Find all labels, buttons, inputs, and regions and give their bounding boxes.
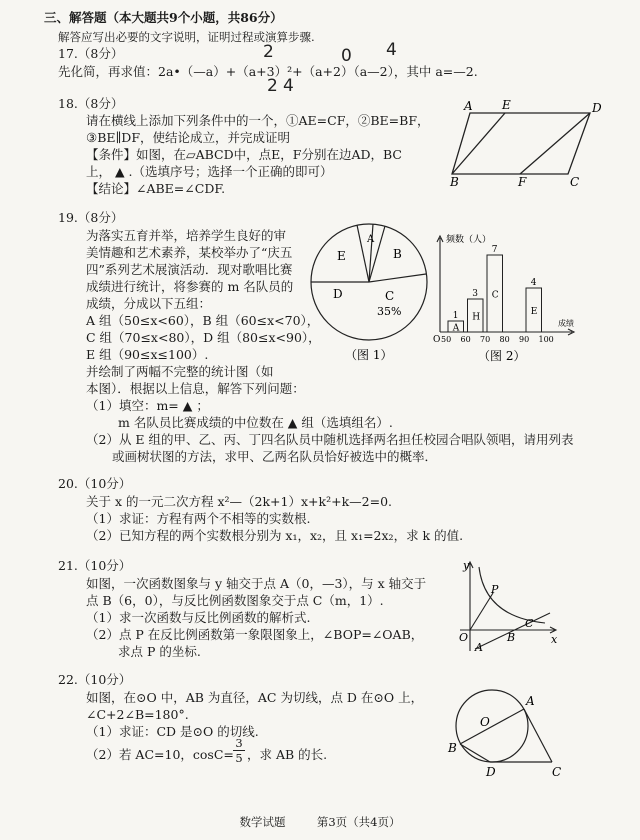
- q22-fraction-denominator: 5: [233, 750, 245, 765]
- q21-label-c: C: [525, 617, 534, 630]
- handwritten-mark-5: 4: [283, 76, 294, 96]
- q21-label-y: y: [463, 559, 470, 572]
- q21-line-1: 如图，一次函数图象与 y 轴交于点 A（0，—3），与 x 轴交于: [86, 576, 427, 591]
- pie-label-b: B: [393, 247, 402, 261]
- q19-line-10: 本图）．根据以上信息，解答下列问题：: [86, 381, 305, 396]
- q18-line-3: 【条件】如图，在▱ABCD中，点E，F分别在边AD，BC: [86, 147, 402, 162]
- q20-line-3: （2）已知方程的两个实数根分别为 x₁，x₂，且 x₁=2x₂，求 k 的值.: [86, 528, 464, 543]
- pie-label-c: C: [385, 289, 395, 303]
- q18-line-5: 【结论】∠ABE=∠CDF.: [86, 181, 226, 196]
- q18-parallelogram-figure: [450, 98, 600, 188]
- q22-label-c: C: [552, 765, 562, 779]
- q19-part-1a: （1）填空：m= ▲ ；: [86, 398, 209, 413]
- q21-label-b: B: [507, 631, 516, 644]
- pie-label-a: A: [367, 234, 375, 245]
- pie-label-d: D: [333, 287, 343, 301]
- q19-pie-chart: [305, 218, 435, 368]
- q21-line-3: （1）求一次函数与反比例函数的解析式.: [86, 610, 311, 625]
- q19-part-2a: （2）从 E 组的甲、乙、丙、丁四名队员中随机选择两名担任校园合唱队领唱，请用列表: [86, 432, 574, 447]
- q18-label-d: D: [592, 101, 602, 115]
- q18-label-e: E: [502, 98, 511, 112]
- bar-x-tick-100: 100: [538, 335, 554, 344]
- handwritten-mark-1: 2: [263, 42, 274, 62]
- q21-label-a: A: [475, 641, 483, 654]
- q22-label-b: B: [448, 741, 457, 755]
- bar-value-A: 1: [452, 311, 459, 321]
- q19-number: 19.（8分）: [58, 210, 124, 225]
- q22-fraction-numerator: 3: [235, 736, 243, 750]
- bar-x-tick-70: 70: [480, 335, 491, 344]
- footer-subject: 数学试题: [239, 815, 286, 829]
- section-instruction: 解答应写出必要的文字说明，证明过程或演算步骤.: [58, 30, 315, 44]
- q22-label-d: D: [486, 765, 496, 779]
- bar-x-tick-80: 80: [499, 335, 510, 344]
- q19-line-2: 美情趣和艺术素养，某校举办了“庆五: [86, 245, 293, 260]
- bar-caption: （图 2）: [478, 349, 526, 363]
- bar-group-E: E: [530, 307, 538, 317]
- section-title: 三、解答题（本大题共9个小题，共86分）: [44, 10, 283, 25]
- footer-page-number: 第3页（共4页）: [316, 815, 401, 829]
- q20-line-1: 关于 x 的一元二次方程 x²—（2k+1）x+k²+k—2=0.: [86, 494, 392, 509]
- q17-text: 先化简，再求值：2a•（—a）+（a+3）²+（a+2）（a—2），其中 a=—2.: [58, 64, 478, 79]
- q19-part-2b: 或画树状图的方法，求甲、乙两名队员恰好被选中的概率．: [112, 449, 438, 464]
- pie-caption: （图 1）: [345, 348, 393, 362]
- q18-label-a: A: [464, 99, 473, 113]
- q22-label-o: O: [480, 715, 490, 729]
- q19-line-8: E 组（90≤x≤100）.: [86, 347, 209, 362]
- q18-number: 18.（8分）: [58, 96, 124, 111]
- q22-line-2: ∠C+2∠B=180°.: [86, 707, 189, 722]
- q22-line-4a: （2）若 AC=10，cosC=: [86, 747, 234, 762]
- bar-x-label: 成绩: [558, 319, 574, 328]
- q19-line-7: C 组（70≤x<80），D 组（80≤x<90），: [86, 330, 321, 345]
- q21-line-5: 求点 P 的坐标.: [118, 644, 201, 659]
- q21-label-o: O: [459, 631, 469, 644]
- pie-percent-c: 35%: [377, 305, 402, 318]
- q18-label-c: C: [570, 175, 580, 189]
- q21-function-figure: [455, 555, 565, 655]
- q22-circle-figure: [440, 680, 575, 780]
- bar-group-B: H: [472, 312, 481, 323]
- q21-line-2: 点 B（6，0），与反比例函数图象交于点 C（m，1）.: [86, 593, 384, 608]
- q21-number: 21.（10分）: [58, 558, 132, 573]
- page-footer: [0, 814, 640, 830]
- pie-label-e: E: [337, 249, 346, 263]
- q19-line-1: 为落实五育并举，培养学生良好的审: [86, 228, 287, 243]
- q18-line-4: 上， ▲ .（选填序号；选择一个正确的即可）: [86, 164, 333, 179]
- q21-line-4: （2）点 P 在反比例函数第一象限图象上，∠BOP=∠OAB，: [86, 627, 424, 642]
- q20-line-2: （1）求证：方程有两个不相等的实数根.: [86, 511, 311, 526]
- handwritten-mark-2: 0: [341, 46, 352, 66]
- q18-line-1: 请在横线上添加下列条件中的一个，①AE=CF，②BE=BF，: [86, 113, 430, 128]
- bar-group-C: C: [491, 290, 499, 301]
- bar-x-tick-90: 90: [519, 335, 530, 344]
- bar-value-E: 4: [530, 278, 537, 288]
- q22-number: 22.（10分）: [58, 672, 132, 687]
- q22-line-1: 如图，在⊙O 中，AB 为直径，AC 为切线，点 D 在⊙O 上，: [86, 690, 424, 705]
- q17-number: 17.（8分）: [58, 46, 124, 61]
- q19-line-9: 并绘制了两幅不完整的统计图（如: [86, 364, 274, 379]
- q18-line-2: ③BE∥DF，使结论成立，并完成证明: [86, 130, 290, 145]
- bar-y-label: 频数（人）: [446, 235, 492, 245]
- q19-line-5: 成绩，分成以下五组：: [86, 296, 212, 311]
- handwritten-mark-4: 2: [267, 76, 278, 96]
- q18-label-b: B: [450, 175, 459, 189]
- q18-label-f: F: [518, 175, 527, 189]
- bar-origin-label: O: [433, 335, 441, 345]
- q22-line-4b: ，求 AB 的长.: [247, 747, 328, 762]
- q21-label-x: x: [551, 633, 558, 646]
- bar-value-B: 3: [472, 289, 478, 299]
- q19-line-4: 成绩进行统计，将参赛的 m 名队员的: [86, 279, 294, 294]
- bar-group-A: A: [452, 323, 460, 334]
- q19-part-1b: m 名队员比赛成绩的中位数在 ▲ 组（选填组名）.: [118, 415, 393, 430]
- q19-line-6: A 组（50≤x<60），B 组（60≤x<70），: [86, 313, 320, 328]
- handwritten-mark-3: 4: [386, 40, 397, 60]
- q20-number: 20.（10分）: [58, 476, 132, 491]
- q21-label-p: P: [491, 583, 499, 596]
- q22-fraction: [233, 736, 245, 765]
- bar-x-tick-50: 50: [441, 335, 452, 344]
- bar-value-C: 7: [491, 245, 498, 255]
- q22-line-3: （1）求证：CD 是⊙O 的切线.: [86, 724, 259, 739]
- q19-line-3: 四”系列艺术展演活动．现对歌唱比赛: [86, 262, 293, 277]
- bar-x-tick-60: 60: [460, 335, 471, 344]
- q22-label-a: A: [526, 694, 535, 708]
- q19-bar-chart: [430, 226, 580, 368]
